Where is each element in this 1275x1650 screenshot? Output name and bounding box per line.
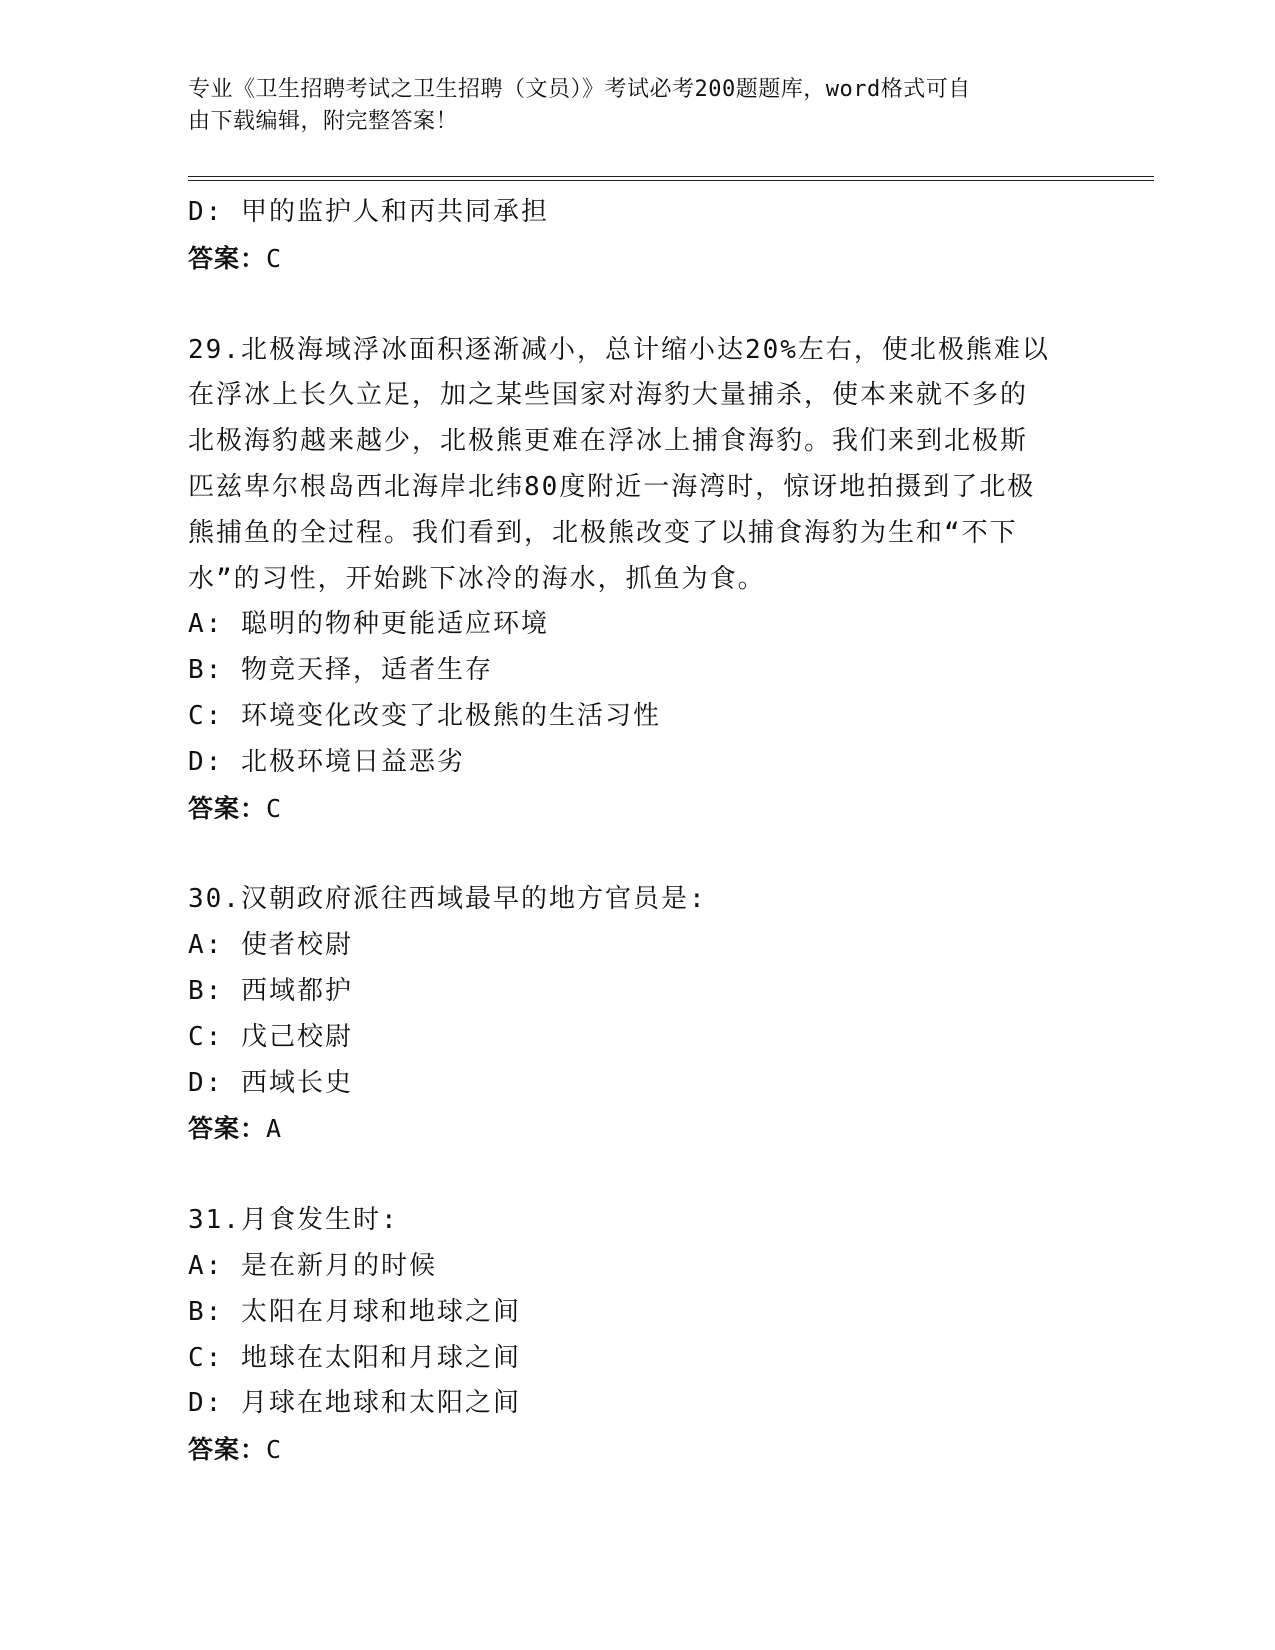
option-a: A: 使者校尉 bbox=[188, 930, 353, 961]
question-stem-line: 水”的习性，开始跳下冰冷的海水，抓鱼为食。 bbox=[188, 563, 766, 594]
question-list bbox=[188, 190, 1088, 1473]
answer-label: 答案： bbox=[188, 1435, 267, 1465]
question-stem-line: 北极海豹越来越少，北极熊更难在浮冰上捕食海豹。我们来到北极斯 bbox=[188, 426, 1029, 457]
header-divider bbox=[188, 176, 1154, 181]
question-30 bbox=[188, 877, 1088, 1152]
question-stem-line: 29.北极海域浮冰面积逐渐减小，总计缩小达20%左右，使北极熊难以 bbox=[188, 334, 1050, 365]
question-stem: 31.月食发生时: bbox=[188, 1205, 399, 1236]
question-stem: 30.汉朝政府派往西域最早的地方官员是: bbox=[188, 884, 707, 915]
question-31 bbox=[188, 1198, 1088, 1473]
answer-line bbox=[188, 236, 1088, 282]
header-line-1: 专业《卫生招聘考试之卫生招聘（文员）》考试必考200题题库，word格式可自 bbox=[188, 77, 971, 102]
option-a: A: 是在新月的时候 bbox=[188, 1250, 437, 1281]
question-stem-line: 在浮冰上长久立足，加之某些国家对海豹大量捕杀，使本来就不多的 bbox=[188, 380, 1029, 411]
question-29 bbox=[188, 328, 1088, 832]
spacer bbox=[188, 282, 1088, 328]
option-b: B: 太阳在月球和地球之间 bbox=[188, 1296, 521, 1327]
option-d: D: 西域长史 bbox=[188, 1067, 353, 1098]
option-a: A: 聪明的物种更能适应环境 bbox=[188, 609, 549, 640]
option-c: C: 戊己校尉 bbox=[188, 1021, 353, 1052]
answer-label: 答案： bbox=[188, 243, 267, 273]
option-b: B: 西域都护 bbox=[188, 975, 353, 1006]
answer-line bbox=[188, 1106, 1088, 1152]
option-b: B: 物竞天择，适者生存 bbox=[188, 655, 493, 686]
option-d: D: 甲的监护人和丙共同承担 bbox=[188, 197, 549, 227]
spacer bbox=[188, 1152, 1088, 1198]
answer-label: 答案： bbox=[188, 793, 267, 823]
answer-value: C bbox=[266, 243, 283, 273]
answer-label: 答案： bbox=[188, 1114, 267, 1144]
spacer bbox=[188, 831, 1088, 877]
question-stem-line: 熊捕鱼的全过程。我们看到，北极熊改变了以捕食海豹为生和“不下 bbox=[188, 517, 1018, 548]
answer-line bbox=[188, 1427, 1088, 1473]
option-d: D: 北极环境日益恶劣 bbox=[188, 746, 465, 777]
header-line-2: 由下载编辑，附完整答案！ bbox=[188, 109, 459, 134]
option-c: C: 环境变化改变了北极熊的生活习性 bbox=[188, 700, 661, 731]
document-header bbox=[188, 74, 1088, 138]
answer-value: C bbox=[266, 793, 283, 823]
answer-value: C bbox=[266, 1435, 283, 1465]
question-stem-line: 匹兹卑尔根岛西北海岸北纬80度附近一海湾时，惊讶地拍摄到了北极 bbox=[188, 471, 1036, 502]
answer-line bbox=[188, 786, 1088, 832]
previous-question-tail bbox=[188, 190, 1088, 282]
option-c: C: 地球在太阳和月球之间 bbox=[188, 1342, 521, 1373]
option-d: D: 月球在地球和太阳之间 bbox=[188, 1388, 521, 1419]
answer-value: A bbox=[266, 1114, 283, 1144]
